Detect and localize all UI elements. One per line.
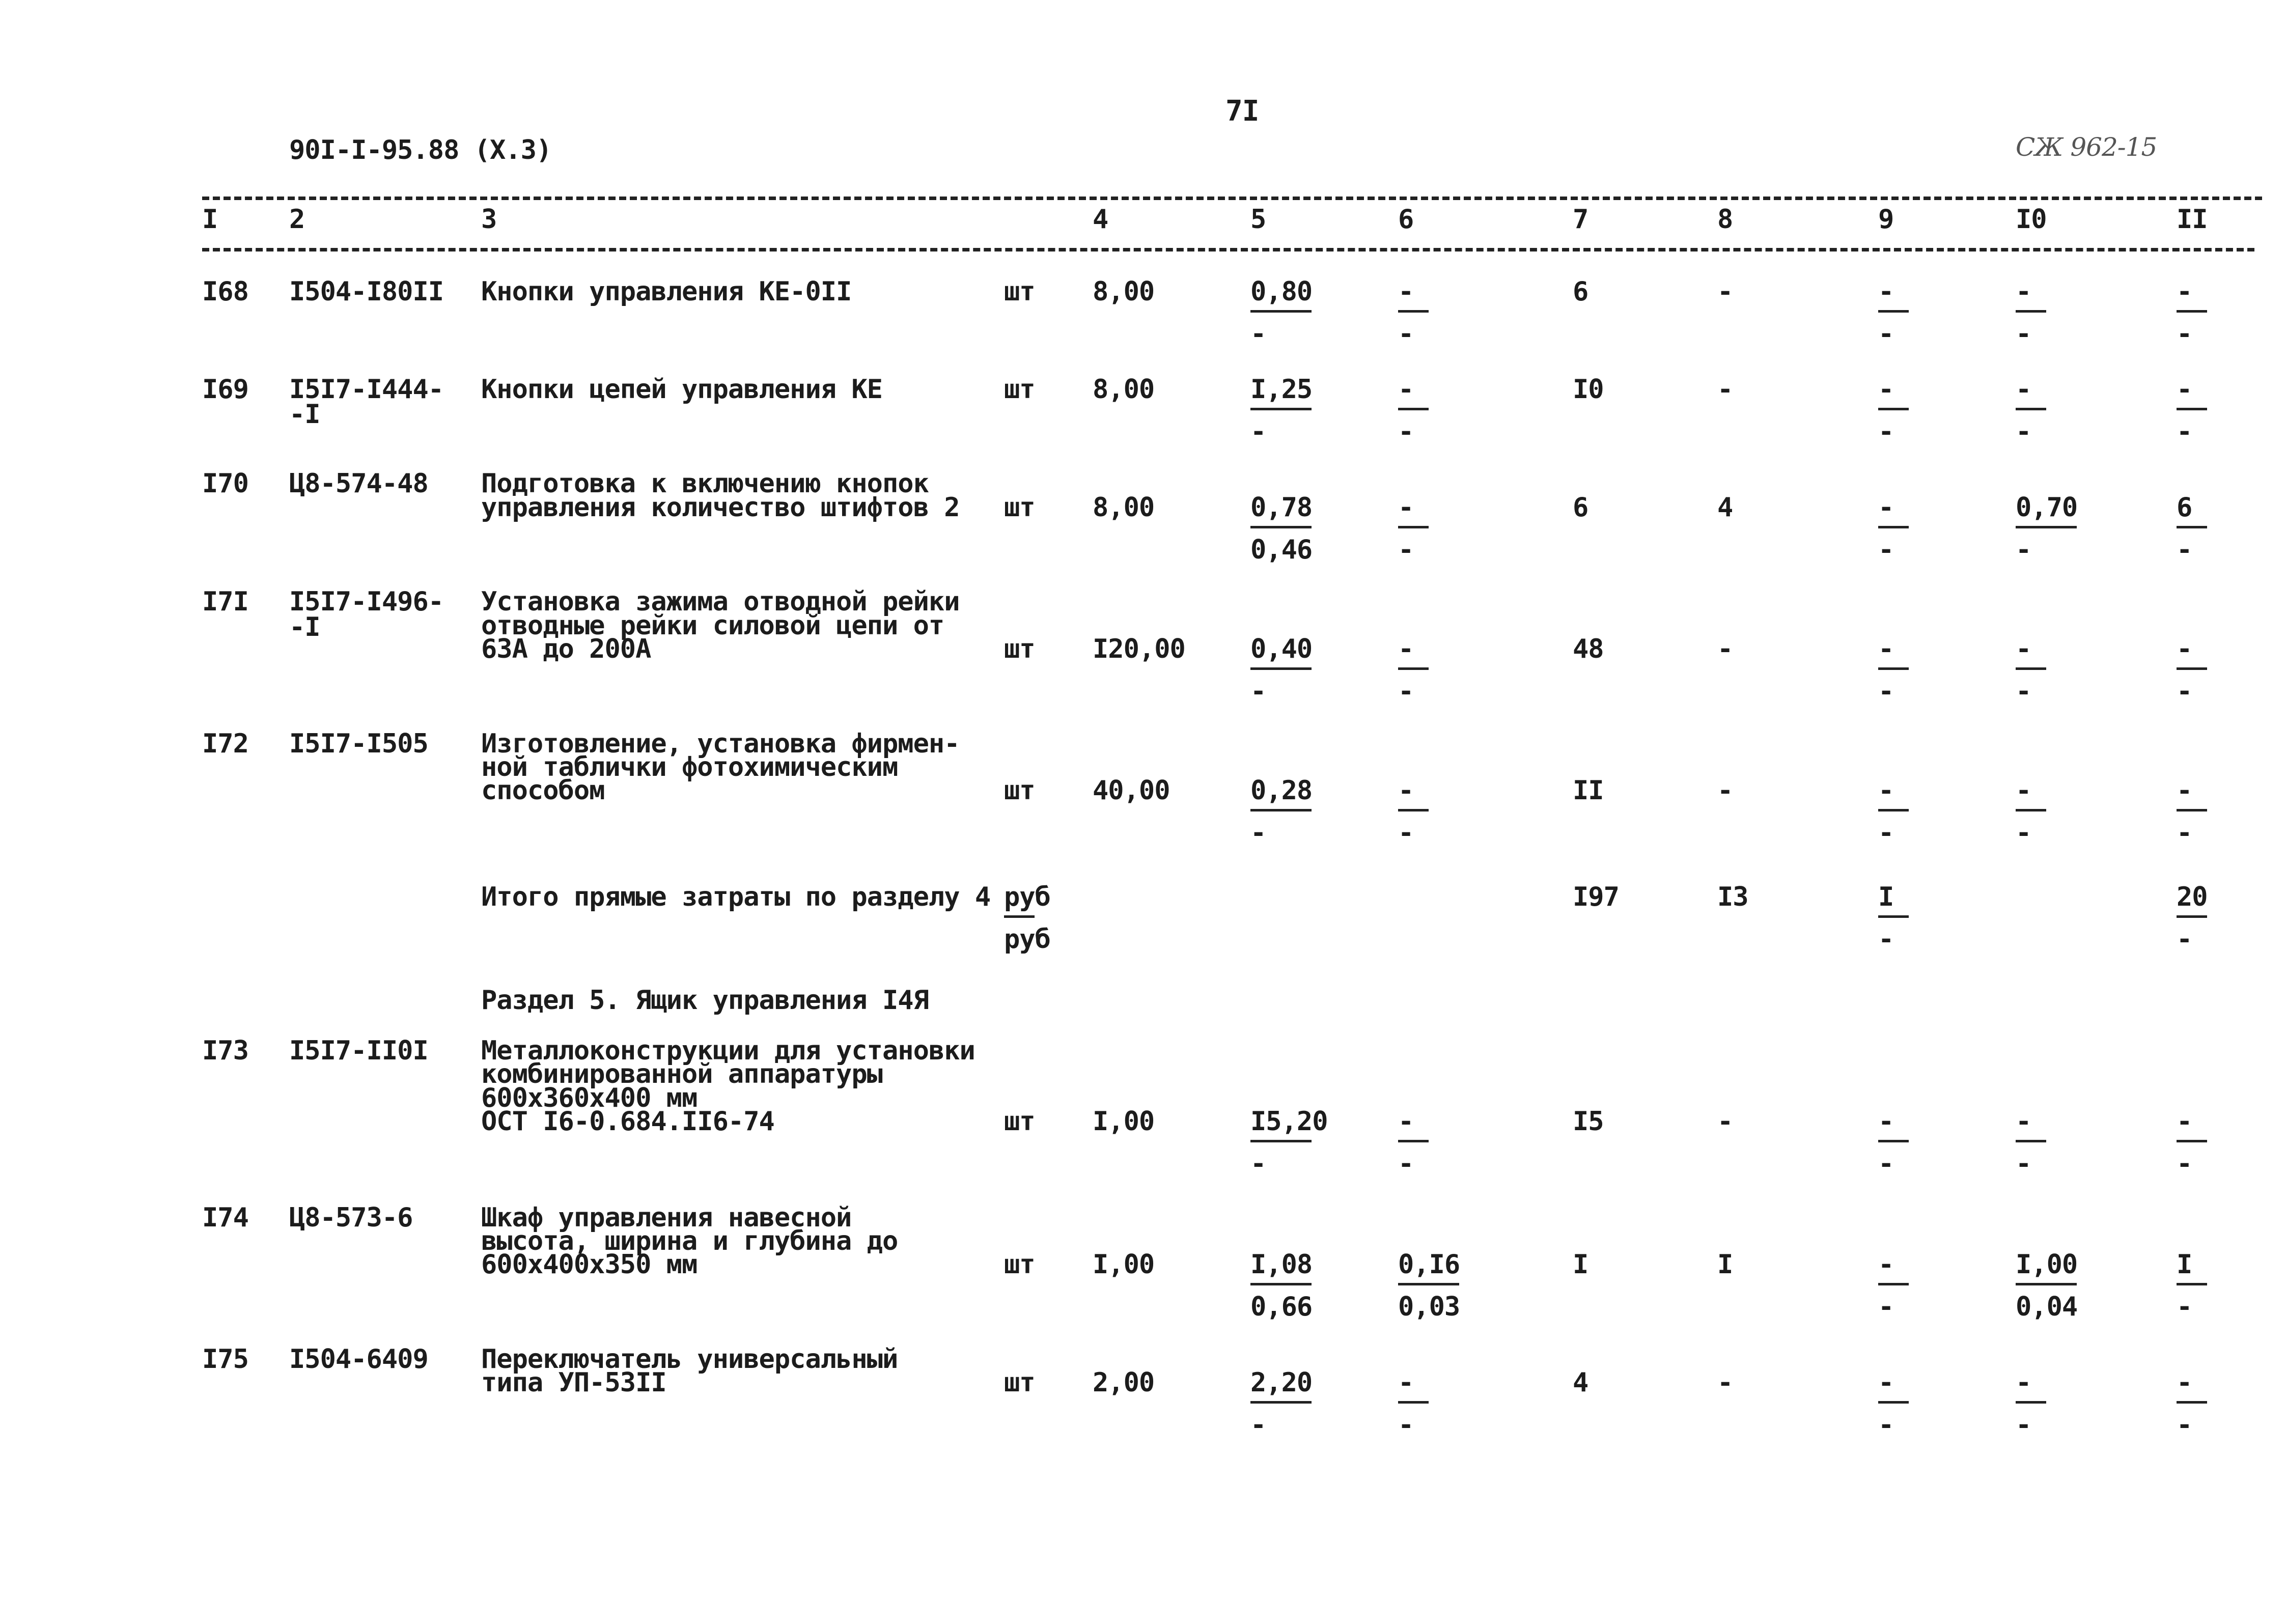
- row-3-col11: [2177, 493, 2207, 564]
- row-1-col10: [2016, 277, 2046, 348]
- row-10-col6-bar: [1398, 1401, 1429, 1404]
- column-header-7: 7: [1573, 204, 1588, 235]
- row-8-col7: I5: [1573, 1106, 1604, 1137]
- row-10-quantity: 2,00: [1093, 1367, 1155, 1398]
- row-5-col5: [1250, 776, 1312, 847]
- row-10-col6-denominator: -: [1398, 1410, 1414, 1440]
- row-6-col11: [2177, 883, 2208, 954]
- row-8-col5: [1250, 1107, 1328, 1178]
- row-1-col5-numerator: 0,80: [1250, 276, 1313, 307]
- row-8-col9: [1878, 1107, 1909, 1178]
- row-3-col9-denominator: -: [1878, 535, 1894, 565]
- row-9-col10: [2016, 1250, 2077, 1321]
- row-2-col10-bar: [2016, 408, 2046, 410]
- row-4-col10-denominator: -: [2016, 676, 2031, 707]
- row-5-description-line-3: способом: [481, 775, 605, 806]
- row-5-col9: [1878, 776, 1909, 847]
- row-8-col9-bar: [1878, 1140, 1909, 1142]
- row-4-col6: [1398, 635, 1429, 706]
- row-1-col9-bar: [1878, 310, 1909, 313]
- row-4-code-line-1: I5I7-I496-: [289, 586, 444, 617]
- row-10-col7: 4: [1573, 1367, 1588, 1398]
- doc-code: 90I-I-95.88 (X.3): [289, 135, 552, 165]
- row-4-col8: -: [1717, 634, 1733, 664]
- row-10-col5: [1250, 1368, 1312, 1439]
- row-8-col11: [2177, 1107, 2207, 1178]
- row-4-number: I7I: [202, 586, 248, 617]
- row-9-col9-denominator: -: [1878, 1292, 1894, 1322]
- column-header-5: 5: [1250, 204, 1266, 235]
- row-1-col11-numerator: -: [2177, 276, 2192, 307]
- row-8-col6-numerator: -: [1398, 1106, 1414, 1137]
- row-9-col6-numerator: 0,I6: [1398, 1249, 1460, 1280]
- row-6-description-line-1: Итого прямые затраты по разделу 4: [481, 882, 991, 912]
- row-5-description-line-2: ной таблички фотохимическим: [481, 752, 898, 782]
- row-9-col5-bar: [1250, 1283, 1312, 1285]
- row-9-col11-bar: [2177, 1283, 2207, 1285]
- row-3-col10-bar: [2016, 526, 2077, 528]
- row-2-col6: [1398, 375, 1429, 446]
- row-10-col10: [2016, 1368, 2046, 1439]
- row-6-col9: [1878, 883, 1909, 954]
- row-4-col7: 48: [1573, 634, 1604, 664]
- row-3-col5-numerator: 0,78: [1250, 492, 1313, 523]
- row-2-col11-numerator: -: [2177, 374, 2192, 405]
- row-8-col10: [2016, 1107, 2046, 1178]
- header-rule-top: [202, 197, 2262, 200]
- row-6-col11-bar: [2177, 915, 2207, 918]
- row-9-unit: шт: [1004, 1249, 1035, 1280]
- row-8-col10-denominator: -: [2016, 1149, 2031, 1179]
- row-2-col9: [1878, 375, 1909, 446]
- row-1-col9: [1878, 277, 1909, 348]
- row-1-col5: [1250, 277, 1312, 348]
- row-8-col5-bar: [1250, 1140, 1312, 1142]
- row-5-col10-bar: [2016, 809, 2046, 811]
- row-3-description-line-2: управления количество штифтов 2: [481, 492, 960, 523]
- row-5-col11-bar: [2177, 809, 2207, 811]
- row-9-col11-numerator: I: [2177, 1249, 2192, 1280]
- row-6-col11-denominator: -: [2177, 924, 2192, 955]
- row-4-col11: [2177, 635, 2207, 706]
- row-3-code-line-1: Ц8-574-48: [289, 468, 428, 499]
- row-1-col8: -: [1717, 276, 1733, 307]
- row-1-quantity: 8,00: [1093, 276, 1155, 307]
- row-2-col5-numerator: I,25: [1250, 374, 1313, 405]
- row-5-col10-numerator: -: [2016, 775, 2031, 806]
- row-1-description-line-1: Кнопки управления КЕ-0II: [481, 276, 852, 307]
- row-4-col6-numerator: -: [1398, 634, 1414, 664]
- row-10-description-line-2: типа УП-53II: [481, 1367, 666, 1398]
- row-4-col5-numerator: 0,40: [1250, 634, 1313, 664]
- row-5-col7: II: [1573, 775, 1604, 806]
- column-header-4: 4: [1093, 204, 1108, 235]
- row-5-col9-denominator: -: [1878, 818, 1894, 848]
- row-8-col9-numerator: -: [1878, 1106, 1894, 1137]
- row-5-col11-denominator: -: [2177, 818, 2192, 848]
- row-3-col8: 4: [1717, 492, 1733, 523]
- row-9-quantity: I,00: [1093, 1249, 1155, 1280]
- row-4-description-line-2: отводные рейки силовой цепи от: [481, 610, 944, 641]
- row-4-description-line-3: 63А до 200А: [481, 634, 651, 664]
- row-4-col6-bar: [1398, 667, 1429, 670]
- row-2-col5-denominator: -: [1250, 416, 1266, 447]
- row-1-col7: 6: [1573, 276, 1588, 307]
- row-4-description-line-1: Установка зажима отводной рейки: [481, 586, 960, 617]
- column-header-8: 8: [1717, 204, 1733, 235]
- row-8-description-line-1: Металлоконструкции для установки: [481, 1035, 975, 1066]
- column-header-9: 9: [1878, 204, 1894, 235]
- row-1-col6-bar: [1398, 310, 1429, 313]
- row-10-code-line-1: I504-6409: [289, 1344, 428, 1375]
- row-5-col6-numerator: -: [1398, 775, 1414, 806]
- row-4-unit: шт: [1004, 634, 1035, 664]
- row-3-col7: 6: [1573, 492, 1588, 523]
- row-2-quantity: 8,00: [1093, 374, 1155, 405]
- handwritten-mark: СЖ 962-15: [2016, 132, 2157, 162]
- row-6-col11-numerator: 20: [2177, 882, 2208, 912]
- column-header-6: 6: [1398, 204, 1414, 235]
- row-1-col11-denominator: -: [2177, 319, 2192, 349]
- row-2-col9-bar: [1878, 408, 1909, 410]
- row-1-col6-numerator: -: [1398, 276, 1414, 307]
- row-4-col10-numerator: -: [2016, 634, 2031, 664]
- row-5-code-line-1: I5I7-I505: [289, 729, 428, 759]
- page-number: 7I: [1225, 95, 1259, 128]
- row-9-col10-bar: [2016, 1283, 2077, 1285]
- row-2-code-line-2: -I: [289, 399, 320, 430]
- row-8-col6-denominator: -: [1398, 1149, 1414, 1179]
- row-6-col8: I3: [1717, 882, 1748, 912]
- row-2-col11-denominator: -: [2177, 416, 2192, 447]
- row-8-col10-bar: [2016, 1140, 2046, 1142]
- row-6-col9-denominator: -: [1878, 924, 1894, 955]
- row-5-col9-numerator: -: [1878, 775, 1894, 806]
- row-4-col9-bar: [1878, 667, 1909, 670]
- row-8-description-line-2: комбинированной аппаратуры: [481, 1059, 882, 1089]
- row-8-description-line-3: 600х360х400 мм: [481, 1083, 698, 1113]
- row-3-col5-denominator: 0,46: [1250, 535, 1313, 565]
- row-1-col5-bar: [1250, 310, 1312, 313]
- row-6-col9-bar: [1878, 915, 1909, 918]
- row-1-col10-denominator: -: [2016, 319, 2031, 349]
- row-4-col5-bar: [1250, 667, 1312, 670]
- row-10-col9-denominator: -: [1878, 1410, 1894, 1440]
- row-6-col9-numerator: I: [1878, 882, 1894, 912]
- row-1-col5-denominator: -: [1250, 319, 1266, 349]
- row-2-col11: [2177, 375, 2207, 446]
- row-9-col9-numerator: -: [1878, 1249, 1894, 1280]
- row-10-col5-bar: [1250, 1401, 1312, 1404]
- row-8-number: I73: [202, 1035, 248, 1066]
- row-5-col6: [1398, 776, 1429, 847]
- row-1-col6: [1398, 277, 1429, 348]
- row-2-col5: [1250, 375, 1312, 446]
- row-2-col10: [2016, 375, 2046, 446]
- row-10-col5-numerator: 2,20: [1250, 1367, 1313, 1398]
- row-3-col5-bar: [1250, 526, 1312, 528]
- row-3-quantity: 8,00: [1093, 492, 1155, 523]
- row-3-col6: [1398, 493, 1429, 564]
- row-1-col10-bar: [2016, 310, 2046, 313]
- row-2-col8: -: [1717, 374, 1733, 405]
- row-5-unit: шт: [1004, 775, 1035, 806]
- row-9-description-line-2: высота, ширина и глубина до: [481, 1226, 898, 1256]
- row-8-quantity: I,00: [1093, 1106, 1155, 1137]
- row-10-col5-denominator: -: [1250, 1410, 1266, 1440]
- row-3-col6-bar: [1398, 526, 1429, 528]
- row-1-col11: [2177, 277, 2207, 348]
- row-9-number: I74: [202, 1202, 248, 1233]
- row-2-unit: шт: [1004, 374, 1035, 405]
- row-3-col11-denominator: -: [2177, 535, 2192, 565]
- row-4-col5-denominator: -: [1250, 676, 1266, 707]
- row-6-col7: I97: [1573, 882, 1619, 912]
- row-2-col11-bar: [2177, 408, 2207, 410]
- row-10-col11-denominator: -: [2177, 1410, 2192, 1440]
- row-3-unit: шт: [1004, 492, 1035, 523]
- row-4-col5: [1250, 635, 1312, 706]
- row-8-col8: -: [1717, 1106, 1733, 1137]
- row-8-col11-bar: [2177, 1140, 2207, 1142]
- row-9-col10-denominator: 0,04: [2016, 1292, 2078, 1322]
- row-6-unit: [1004, 883, 1050, 954]
- row-10-col11-bar: [2177, 1401, 2207, 1404]
- row-10-col6: [1398, 1368, 1429, 1439]
- row-9-col11-denominator: -: [2177, 1292, 2192, 1322]
- row-8-col10-numerator: -: [2016, 1106, 2031, 1137]
- row-9-col11: [2177, 1250, 2207, 1321]
- row-3-col10-numerator: 0,70: [2016, 492, 2078, 523]
- row-10-description-line-1: Переключатель универсальный: [481, 1344, 898, 1375]
- row-10-col10-numerator: -: [2016, 1367, 2031, 1398]
- row-3-col6-denominator: -: [1398, 535, 1414, 565]
- row-8-col5-numerator: I5,20: [1250, 1106, 1328, 1137]
- row-1-col10-numerator: -: [2016, 276, 2031, 307]
- row-1-col9-numerator: -: [1878, 276, 1894, 307]
- row-3-col10-denominator: -: [2016, 535, 2031, 565]
- row-8-col6-bar: [1398, 1140, 1429, 1142]
- row-5-col11: [2177, 776, 2207, 847]
- row-10-unit: шт: [1004, 1367, 1035, 1398]
- row-9-description-line-1: Шкаф управления навесной: [481, 1202, 852, 1233]
- row-10-number: I75: [202, 1344, 248, 1375]
- row-9-col9-bar: [1878, 1283, 1909, 1285]
- column-header-1: I: [202, 204, 218, 235]
- row-9-col6: [1398, 1250, 1460, 1321]
- column-header-3: 3: [481, 204, 497, 235]
- row-5-col6-denominator: -: [1398, 818, 1414, 848]
- row-9-col7: I: [1573, 1249, 1588, 1280]
- row-9-code-line-1: Ц8-573-6: [289, 1202, 413, 1233]
- row-5-col10: [2016, 776, 2046, 847]
- column-header-11: II: [2177, 204, 2208, 235]
- row-5-col9-bar: [1878, 809, 1909, 811]
- row-9-col5-denominator: 0,66: [1250, 1292, 1313, 1322]
- row-9-description-line-3: 600х400х350 мм: [481, 1249, 698, 1280]
- row-4-col9: [1878, 635, 1909, 706]
- row-5-col6-bar: [1398, 809, 1429, 811]
- row-2-col9-numerator: -: [1878, 374, 1894, 405]
- row-3-col10: [2016, 493, 2077, 564]
- row-5-number: I72: [202, 729, 248, 759]
- row-4-col10-bar: [2016, 667, 2046, 670]
- row-3-col9-bar: [1878, 526, 1909, 528]
- header-rule-bottom: [202, 248, 2254, 251]
- row-3-col11-bar: [2177, 526, 2207, 528]
- row-3-col11-numerator: 6: [2177, 492, 2192, 523]
- row-4-col10: [2016, 635, 2046, 706]
- row-3-description-line-1: Подготовка к включению кнопок: [481, 468, 929, 499]
- row-8-col11-numerator: -: [2177, 1106, 2192, 1137]
- row-9-col6-denominator: 0,03: [1398, 1292, 1460, 1322]
- row-10-col6-numerator: -: [1398, 1367, 1414, 1398]
- row-5-col5-denominator: -: [1250, 818, 1266, 848]
- row-9-col6-bar: [1398, 1283, 1459, 1285]
- row-10-col11-numerator: -: [2177, 1367, 2192, 1398]
- row-2-col10-numerator: -: [2016, 374, 2031, 405]
- row-8-description-line-4: ОСТ I6-0.684.II6-74: [481, 1106, 774, 1137]
- row-4-col6-denominator: -: [1398, 676, 1414, 707]
- row-5-quantity: 40,00: [1093, 775, 1170, 806]
- row-5-col5-numerator: 0,28: [1250, 775, 1313, 806]
- row-3-col6-numerator: -: [1398, 492, 1414, 523]
- row-4-col11-bar: [2177, 667, 2207, 670]
- row-8-col6: [1398, 1107, 1429, 1178]
- row-9-col5: [1250, 1250, 1312, 1321]
- row-6-unit-numerator: руб: [1004, 882, 1050, 912]
- row-8-unit: шт: [1004, 1106, 1035, 1137]
- row-9-col10-numerator: I,00: [2016, 1249, 2078, 1280]
- row-2-col5-bar: [1250, 408, 1312, 410]
- row-9-col8: I: [1717, 1249, 1733, 1280]
- row-2-col10-denominator: -: [2016, 416, 2031, 447]
- row-8-col5-denominator: -: [1250, 1149, 1266, 1179]
- row-9-col5-numerator: I,08: [1250, 1249, 1313, 1280]
- row-3-col9-numerator: -: [1878, 492, 1894, 523]
- column-header-10: I0: [2016, 204, 2047, 235]
- row-3-col5: [1250, 493, 1312, 564]
- row-4-code-line-2: -I: [289, 612, 320, 642]
- row-5-col10-denominator: -: [2016, 818, 2031, 848]
- row-10-col10-bar: [2016, 1401, 2046, 1404]
- row-4-quantity: I20,00: [1093, 634, 1185, 664]
- row-5-col11-numerator: -: [2177, 775, 2192, 806]
- row-4-col11-denominator: -: [2177, 676, 2192, 707]
- row-10-col8: -: [1717, 1367, 1733, 1398]
- row-1-number: I68: [202, 276, 248, 307]
- row-4-col11-numerator: -: [2177, 634, 2192, 664]
- row-5-description-line-1: Изготовление, установка фирмен-: [481, 729, 960, 759]
- row-1-col11-bar: [2177, 310, 2207, 313]
- row-10-col11: [2177, 1368, 2207, 1439]
- row-8-code-line-1: I5I7-II0I: [289, 1035, 428, 1066]
- row-4-col9-denominator: -: [1878, 676, 1894, 707]
- row-2-code-line-1: I5I7-I444-: [289, 374, 444, 405]
- row-6-unit-bar: [1004, 915, 1035, 918]
- row-8-col9-denominator: -: [1878, 1149, 1894, 1179]
- row-2-col6-denominator: -: [1398, 416, 1414, 447]
- row-6-unit-denominator: руб: [1004, 924, 1050, 955]
- row-2-number: I69: [202, 374, 248, 405]
- row-2-col6-numerator: -: [1398, 374, 1414, 405]
- row-1-unit: шт: [1004, 276, 1035, 307]
- row-2-col6-bar: [1398, 408, 1429, 410]
- row-4-col9-numerator: -: [1878, 634, 1894, 664]
- row-10-col9: [1878, 1368, 1909, 1439]
- row-9-col9: [1878, 1250, 1909, 1321]
- row-3-number: I70: [202, 468, 248, 499]
- column-header-2: 2: [289, 204, 305, 235]
- row-2-description-line-1: Кнопки цепей управления КЕ: [481, 374, 882, 405]
- row-5-col5-bar: [1250, 809, 1312, 811]
- row-2-col7: I0: [1573, 374, 1604, 405]
- row-5-col8: -: [1717, 775, 1733, 806]
- row-1-col9-denominator: -: [1878, 319, 1894, 349]
- row-10-col9-numerator: -: [1878, 1367, 1894, 1398]
- row-7-section-title: Раздел 5. Ящик управления I4Я: [481, 985, 929, 1016]
- row-3-col9: [1878, 493, 1909, 564]
- row-1-col6-denominator: -: [1398, 319, 1414, 349]
- row-8-col11-denominator: -: [2177, 1149, 2192, 1179]
- row-2-col9-denominator: -: [1878, 416, 1894, 447]
- row-1-code-line-1: I504-I80II: [289, 276, 444, 307]
- row-10-col10-denominator: -: [2016, 1410, 2031, 1440]
- row-10-col9-bar: [1878, 1401, 1909, 1404]
